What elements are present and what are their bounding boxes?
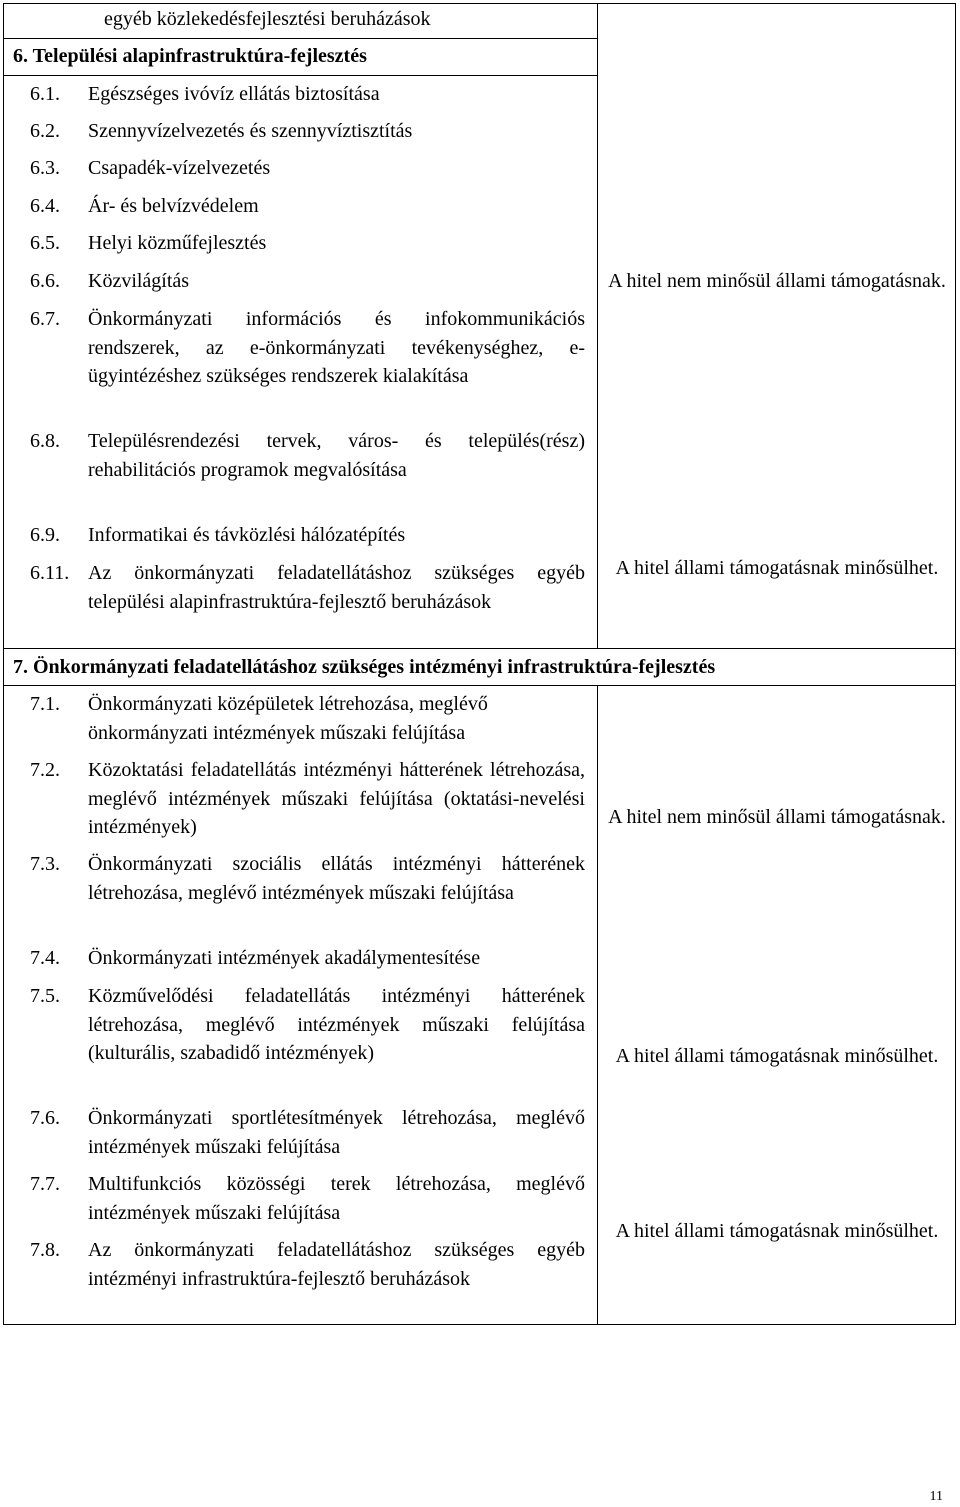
row-text: egyéb közlekedésfejlesztési beruházások: [104, 8, 431, 30]
item-text: Multifunkciós közösségi terek létrehozása, meglévő intézmények műszaki felújítása: [88, 1173, 585, 1224]
item-number: 6.11.: [30, 562, 70, 584]
item-text: Önkormányzati szociális ellátás intézményi hátterének létrehozása, meglévő intézmények műszaki felújítása: [88, 853, 585, 904]
state-aid-note: A hitel nem minősül állami támogatásnak.: [608, 806, 946, 828]
item-number: 7.3.: [30, 853, 60, 875]
item-number: 6.3.: [30, 157, 60, 179]
state-aid-note: A hitel állami támogatásnak minősülhet.: [615, 1220, 939, 1242]
item-text: Településrendezési tervek, város- és település(rész) rehabilitációs programok megvalósítása: [88, 430, 585, 481]
row-rule-2: [3, 75, 597, 76]
item-number: 6.5.: [30, 232, 60, 254]
item-number: 6.4.: [30, 195, 60, 217]
item-number: 6.9.: [30, 524, 60, 546]
item-number: 6.7.: [30, 308, 60, 330]
item-number: 7.7.: [30, 1173, 60, 1195]
item-number: 6.1.: [30, 83, 60, 105]
item-text: Egészséges ivóvíz ellátás biztosítása: [88, 83, 380, 105]
state-aid-note: A hitel állami támogatásnak minősülhet.: [615, 1045, 939, 1067]
item-number: 7.2.: [30, 759, 60, 781]
table-border-top: [3, 3, 956, 4]
page-number: 11: [929, 1489, 943, 1504]
item-number: 7.1.: [30, 693, 60, 715]
item-text: Az önkormányzati feladatellátáshoz szükséges egyéb települési alapinfrastruktúra-fejlesztő beruházások: [88, 562, 585, 613]
table-border-bottom: [3, 1324, 956, 1325]
item-number: 7.5.: [30, 985, 60, 1007]
item-number: 7.8.: [30, 1239, 60, 1261]
item-number: 7.4.: [30, 947, 60, 969]
item-number: 7.6.: [30, 1107, 60, 1129]
item-number: 6.8.: [30, 430, 60, 452]
state-aid-note: A hitel nem minősül állami támogatásnak.: [608, 270, 946, 292]
row-rule-section7-bottom: [3, 685, 956, 686]
item-text: Közoktatási feladatellátás intézményi hátterének létrehozása, meglévő intézmények műszaki felújítása (oktatási-nevelési intézmények): [88, 759, 585, 838]
section-6-title: 6. Települési alapinfrastruktúra-fejlesztés: [13, 45, 367, 67]
item-text: Az önkormányzati feladatellátáshoz szükséges egyéb intézményi infrastruktúra-fejlesztő beruházások: [88, 1239, 585, 1290]
section-7-title: 7. Önkormányzati feladatellátáshoz szükséges intézményi infrastruktúra-fejlesztés: [13, 656, 716, 678]
row-rule-1: [3, 38, 597, 39]
item-text: Önkormányzati információs és infokommunikációs rendszerek, az e-önkormányzati tevékenységhez, e-ügyintézéshez szükséges rendszerek kialakítása: [88, 308, 585, 387]
item-text: Önkormányzati sportlétesítmények létrehozása, meglévő intézmények műszaki felújítása: [88, 1107, 585, 1158]
table-border-right: [955, 3, 956, 1325]
row-rule-section7-top: [3, 648, 956, 649]
table-border-left: [3, 3, 4, 1325]
item-text: Informatikai és távközlési hálózatépítés: [88, 524, 406, 546]
column-divider-top: [597, 3, 598, 648]
item-text: Közvilágítás: [88, 270, 190, 292]
state-aid-note: A hitel állami támogatásnak minősülhet.: [615, 557, 939, 579]
item-text: Önkormányzati középületek létrehozása, meglévő önkormányzati intézmények műszaki felújítása: [88, 693, 488, 744]
item-text: Helyi közműfejlesztés: [88, 232, 267, 254]
item-number: 6.2.: [30, 120, 60, 142]
item-text: Csapadék-vízelvezetés: [88, 157, 271, 179]
item-number: 6.6.: [30, 270, 60, 292]
item-text: Közművelődési feladatellátás intézményi hátterének létrehozása, meglévő intézmények műszaki felújítása (kulturális, szabadidő intézmények): [88, 985, 585, 1064]
item-text: Önkormányzati intézmények akadálymentesítése: [88, 947, 481, 969]
item-text: Szennyvízelvezetés és szennyvíztisztítás: [88, 120, 413, 142]
item-text: Ár- és belvízvédelem: [88, 195, 259, 217]
